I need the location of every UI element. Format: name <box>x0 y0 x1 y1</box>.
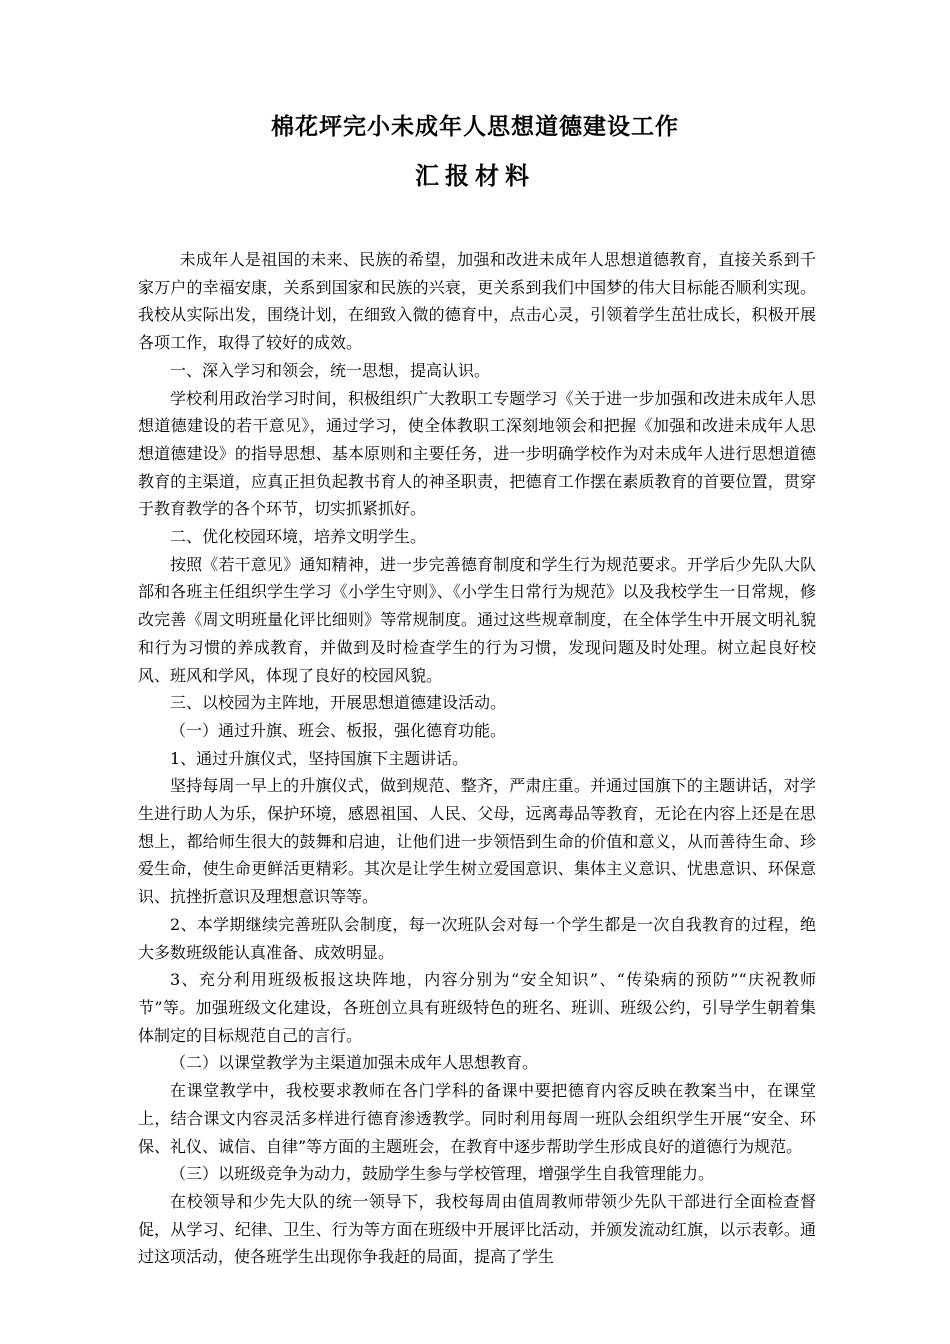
paragraph: 3、充分利用班级板报这块阵地，内容分别为“安全知识”、“传染病的预防”“庆祝教师节”等。加强班级文化建设，各班创立具有班级特色的班名、班训、班级公约，引导学生朝着集体制定的目标规范自己的言行。 <box>138 970 816 1045</box>
section-heading-2: 二、优化校园环境，培养文明学生。 <box>170 527 427 547</box>
paragraph: 在课堂教学中，我校要求教师在各门学科的备课中要把德育内容反映在教案当中，在课堂上，结合课文内容灵活多样进行德育渗透教学。同时利用每周一班队会组织学生开展“安全、环保、礼仪、诚信、自律”等方面的主题班会，在教育中逐步帮助学生形成良好的道德行为规范。 <box>138 1081 816 1156</box>
subsection-heading-3: （三）以班级竞争为动力，鼓励学生参与学校管理，增强学生自我管理能力。 <box>170 1164 715 1184</box>
paragraph: 按照《若干意见》通知精神，进一步完善德育制度和学生行为规范要求。开学后少先队大队部和各班主任组织学生学习《小学生守则》、《小学生日常行为规范》以及我校学生一日常规，修改完善《周文明班量化评比细则》等常规制度。通过这些规章制度，在全体学生中开展文明礼貌和行为习惯的养成教育，并做到及时检查学生的行为习惯，发现问题及时处理。树立起良好校风、班风和学风，体现了良好的校园风貌。 <box>138 554 816 685</box>
subsection-heading-2: （二）以课堂教学为主渠道加强未成年人思想教育。 <box>170 1053 539 1073</box>
section-heading-1: 一、深入学习和领会，统一思想，提高认识。 <box>170 360 491 380</box>
paragraph: 坚持每周一早上的升旗仪式，做到规范、整齐，严肃庄重。并通过国旗下的主题讲话，对学生进行助人为乐，保护环境，感恩祖国、人民、父母，远离毒品等教育，无论在内容上还是在思想上，都给师生很大的鼓舞和启迪，让他们进一步领悟到生命的价值和意义，从而善待生命、珍爱生命，使生命更鲜活更精彩。其次是让学生树立爱国意识、集体主义意识、忧患意识、环保意识、抗挫折意识及理想意识等等。 <box>138 776 816 907</box>
paragraph: 2、本学期继续完善班队会制度，每一次班队会对每一个学生都是一次自我教育的过程，绝大多数班级能认真准备、成效明显。 <box>138 914 816 962</box>
subsection-heading-1: （一）通过升旗、班会、板报，强化德育功能。 <box>170 720 507 740</box>
document-title: 棉花坪完小未成年人思想道德建设工作 <box>271 114 679 140</box>
section-heading-3: 三、以校园为主阵地，开展思想道德建设活动。 <box>170 693 507 713</box>
paragraph: 在校领导和少先大队的统一领导下，我校每周由值周教师带领少先队干部进行全面检查督促，从学习、纪律、卫生、行为等方面在班级中开展评比活动，并颁发流动红旗，以示表彰。通过这项活动，使各班学生出现你争我赶的局面，提高了学生 <box>138 1191 816 1267</box>
paragraph-intro: 未成年人是祖国的未来、民族的希望，加强和改进未成年人思想道德教育，直接关系到千家万户的幸福安康，关系到国家和民族的兴衰，更关系到我们中国梦的伟大目标能否顺利实现。我校从实际出发，围绕计划，在细致入微的德育中，点击心灵，引领着学生茁壮成长，积极开展各项工作，取得了较好的成效。 <box>138 250 816 353</box>
paragraph: 1、通过升旗仪式，坚持国旗下主题讲话。 <box>170 748 469 768</box>
document-body <box>138 246 816 1271</box>
paragraph: 学校利用政治学习时间，积极组织广大教职工专题学习《关于进一步加强和改进未成年人思想道德建设的若干意见》，通过学习，使全体教职工深刻地领会和把握《加强和改进未成年人思想道德建设》的指导思想、基本原则和主要任务，进一步明确学校作为对未成年人进行思想道德教育的主渠道，应真正担负起教书育人的神圣职责，把德育工作摆在素质教育的首要位置，贯穿于教育教学的各个环节，切实抓紧抓好。 <box>138 388 816 519</box>
document-subtitle: 汇报材料 <box>415 162 535 190</box>
